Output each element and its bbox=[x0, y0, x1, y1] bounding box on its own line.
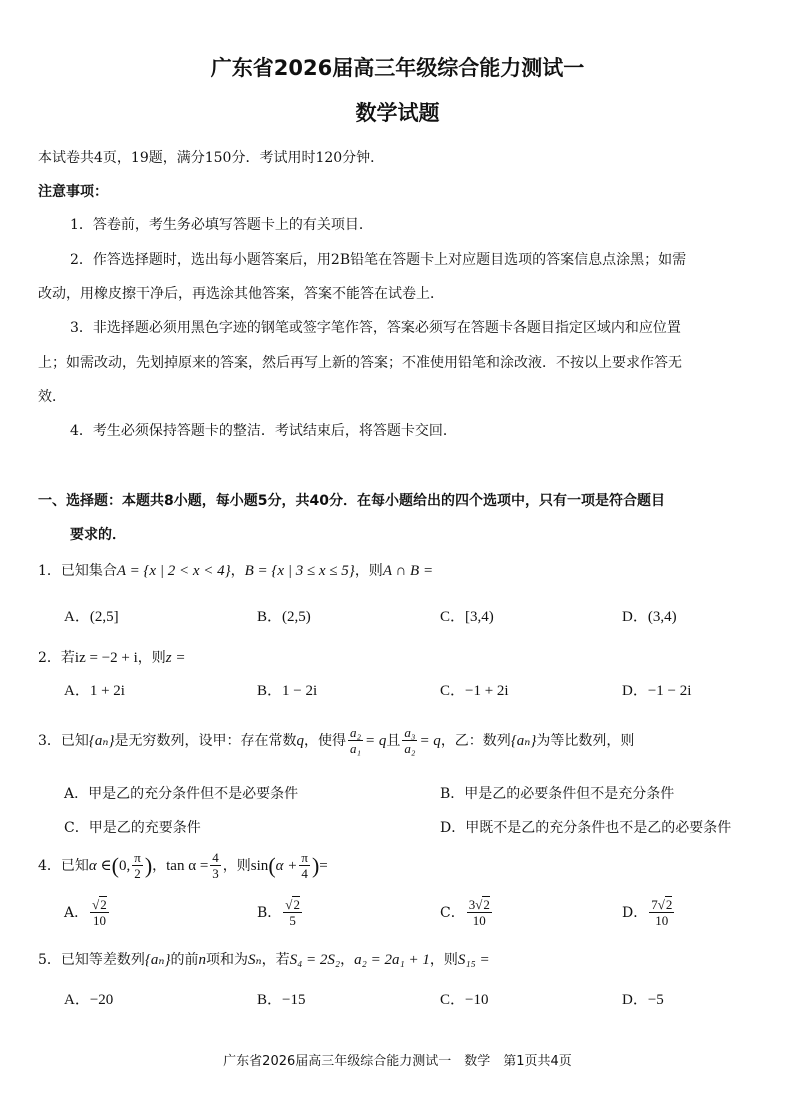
q1-number: 1． bbox=[38, 563, 61, 579]
q4-text: 已知 bbox=[60, 857, 89, 874]
q5-option-a: A．−20 bbox=[64, 992, 114, 1008]
q4-alpha: α ∈ bbox=[88, 857, 112, 874]
q3-text-4: 且 bbox=[386, 732, 401, 749]
q5-option-d: D．−5 bbox=[622, 992, 664, 1008]
q3-option-c: C．甲是乙的充要条件 bbox=[64, 820, 201, 836]
exam-title: 广东省2026届高三年级综合能力测试一 bbox=[210, 56, 585, 80]
q4-option-d: D． $\frac{7√2}{10}$ bbox=[622, 897, 673, 928]
q2-option-b: B．1 − 2i bbox=[257, 683, 318, 699]
q5-sn: Sₙ bbox=[248, 952, 262, 968]
q5-sequence: {aₙ} bbox=[144, 952, 171, 968]
q5-text-3: 项和为 bbox=[206, 952, 248, 968]
q5-text-4: ，若 bbox=[261, 952, 290, 968]
notice-item-1: 1．答卷前，考生务必填写答题卡上的有关项目． bbox=[70, 217, 373, 233]
q3-text-6: 为等比数列，则 bbox=[536, 732, 635, 749]
q1-text: 已知集合 bbox=[60, 563, 117, 579]
q4-pi-quarter: $\frac{\pi}{4}$ bbox=[301, 850, 308, 881]
page-footer: 广东省2026届高三年级综合能力测试一 数学 第1页共4页 bbox=[223, 1054, 572, 1069]
question-5 bbox=[38, 950, 490, 970]
q4-sep: ， bbox=[152, 857, 167, 874]
q3-option-d: D．甲既不是乙的充分条件也不是乙的必要条件 bbox=[440, 820, 732, 836]
q3-text: 已知 bbox=[60, 732, 89, 749]
q3-sequence-2: {aₙ} bbox=[510, 732, 537, 749]
notice-heading: 注意事项： bbox=[38, 184, 108, 200]
q5-option-c: C．−10 bbox=[440, 992, 489, 1008]
exam-intro: 本试卷共4页，19题，满分150分．考试用时120分钟． bbox=[38, 150, 385, 166]
q4-inner: α + bbox=[275, 857, 298, 874]
q4-text-2: ，则 bbox=[222, 857, 251, 874]
q3-option-a: A．甲是乙的充分条件但不是必要条件 bbox=[64, 786, 299, 802]
q4-option-c: C． $\frac{3√2}{10}$ bbox=[440, 897, 490, 928]
q5-number: 5． bbox=[38, 952, 61, 968]
q1-text-2: ，则 bbox=[354, 563, 383, 579]
q5-option-b: B．−15 bbox=[257, 992, 306, 1008]
q3-fraction-1: $\frac{\text{a₂}}{\text{a₁}}$ bbox=[350, 725, 362, 756]
notice-item-2-cont: 改动，用橡皮擦干净后，再选涂其他答案，答案不能答在试卷上． bbox=[38, 286, 444, 302]
q5-comma: ， bbox=[340, 952, 355, 968]
notice-item-4: 4．考生必须保持答题卡的整洁．考试结束后，将答题卡交回． bbox=[70, 423, 457, 439]
section-heading: 一、选择题：本题共8小题，每小题5分，共40分．在每小题给出的四个选项中，只有一项是符合题目 bbox=[38, 493, 665, 509]
q4-number: 4． bbox=[38, 857, 61, 874]
q4-paren-close-2: ) bbox=[311, 852, 320, 878]
q1-option-c: C．[3,4) bbox=[440, 609, 494, 625]
q5-condition-2: a₂ = 2a₁ + 1 bbox=[354, 952, 430, 968]
q3-option-b: B．甲是乙的必要条件但不是充分条件 bbox=[440, 786, 675, 802]
q5-condition-1: S₄ = 2S₂ bbox=[289, 952, 341, 968]
q3-text-3: ，使得 bbox=[304, 732, 346, 749]
q1-set-a: A = {x | 2 < x < 4} bbox=[116, 563, 231, 579]
q4-equals: = bbox=[319, 857, 328, 874]
q4-sin: sin bbox=[250, 857, 269, 874]
question-2 bbox=[38, 648, 186, 668]
q5-text: 已知等差数列 bbox=[60, 952, 145, 968]
q1-option-a: A．(2,5] bbox=[64, 609, 119, 625]
q3-fraction-2: $\frac{\text{a₃}}{\text{a₂}}$ bbox=[404, 725, 416, 756]
notice-item-2: 2．作答选择题时，选出每小题答案后，用2B铅笔在答题卡上对应题目选项的答案信息点涂黑；如需 bbox=[70, 252, 687, 268]
q5-text-2: 的前 bbox=[170, 952, 199, 968]
subject-title: 数学试题 bbox=[355, 101, 440, 125]
q4-zero: 0, bbox=[118, 857, 131, 874]
q4-tan-value: $\frac{4}{3}$ bbox=[212, 850, 219, 881]
q4-option-a-value: $\frac{√2}{10}$ bbox=[92, 897, 107, 928]
q2-number: 2． bbox=[38, 650, 61, 666]
q2-option-d: D．−1 − 2i bbox=[622, 683, 692, 699]
q2-option-a: A．1 + 2i bbox=[64, 683, 125, 699]
q1-option-b: B．(2,5) bbox=[257, 609, 311, 625]
q4-option-c-value: $\frac{3√2}{10}$ bbox=[468, 897, 490, 928]
q3-eq-2: = q bbox=[419, 732, 441, 749]
q4-option-b-value: $\frac{√2}{5}$ bbox=[285, 897, 300, 928]
section-heading-cont: 要求的． bbox=[70, 527, 126, 543]
question-1 bbox=[38, 561, 433, 581]
q4-tan: tan α = bbox=[166, 857, 209, 874]
q4-option-a: A． $\frac{√2}{10}$ bbox=[64, 897, 107, 928]
notice-item-3-cont: 上；如需改动，先划掉原来的答案，然后再写上新的答案；不准使用铅笔和涂改液．不按以上要求作答无 bbox=[38, 355, 682, 371]
q4-paren-open-2: ( bbox=[268, 852, 276, 878]
q1-comma: ， bbox=[230, 563, 245, 579]
q3-eq-1: = q bbox=[365, 732, 387, 749]
q4-paren-close: ) bbox=[144, 852, 153, 878]
q3-text-5: ，乙：数列 bbox=[440, 732, 511, 749]
q1-expr: A ∩ B = bbox=[382, 563, 434, 579]
q1-set-b: B = {x | 3 ≤ x ≤ 5} bbox=[244, 563, 355, 579]
q2-equation: iz = −2 + i bbox=[74, 650, 138, 666]
q5-text-5: ，则 bbox=[429, 952, 458, 968]
q2-expr: z = bbox=[165, 650, 186, 666]
q5-n: n bbox=[198, 952, 206, 968]
q4-option-b: B． $\frac{√2}{5}$ bbox=[257, 897, 300, 928]
notice-item-3: 3．非选择题必须用黑色字迹的钢笔或签字笔作答，答案必须写在答题卡各题目指定区域内和应位置 bbox=[70, 320, 681, 336]
q2-text: 若 bbox=[60, 650, 75, 666]
q2-option-c: C．−1 + 2i bbox=[440, 683, 509, 699]
q5-expr: S₁₅ = bbox=[457, 952, 490, 968]
q4-option-d-value: $\frac{7√2}{10}$ bbox=[651, 897, 673, 928]
question-4 bbox=[38, 850, 328, 881]
q3-number: 3． bbox=[38, 732, 61, 749]
q4-paren-open: ( bbox=[111, 852, 119, 878]
q2-text-2: ，则 bbox=[137, 650, 166, 666]
q1-option-d: D．(3,4) bbox=[622, 609, 677, 625]
notice-item-3-end: 效． bbox=[38, 389, 66, 405]
question-3 bbox=[38, 725, 634, 756]
q3-text-2: 是无穷数列，设甲：存在常数 bbox=[114, 732, 297, 749]
q4-pi-half: $\frac{\pi}{2}$ bbox=[134, 850, 141, 881]
q3-constant: q bbox=[296, 732, 304, 749]
q3-sequence: {aₙ} bbox=[88, 732, 115, 749]
